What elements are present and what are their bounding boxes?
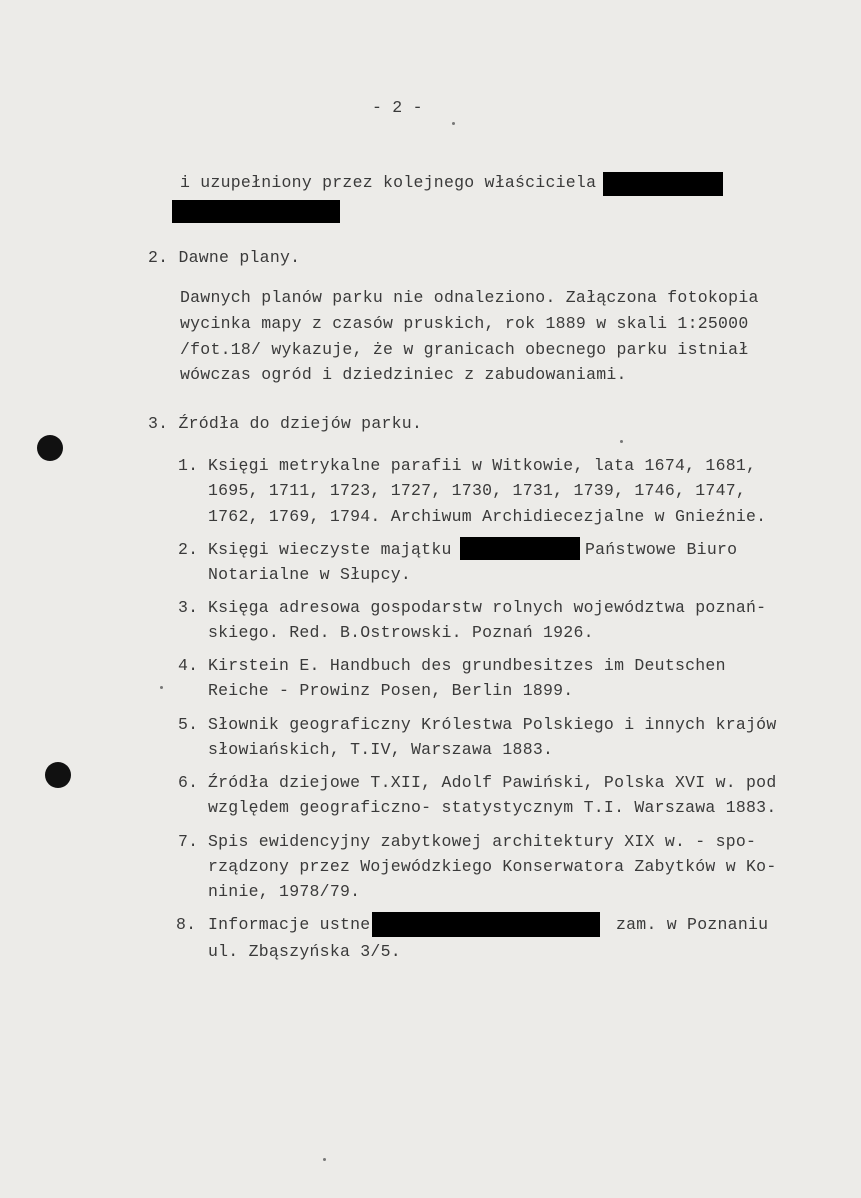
- item-line: Słownik geograficzny Królestwa Polskiego i innych krajów: [208, 715, 777, 734]
- item-number: 5.: [178, 715, 199, 734]
- section-2-heading: 2. Dawne plany.: [148, 248, 301, 267]
- item-number: 7.: [178, 832, 199, 851]
- item-number: 3.: [178, 598, 199, 617]
- item-line: Kirstein E. Handbuch des grundbesitzes im Deutschen: [208, 656, 726, 675]
- page-number: - 2 -: [372, 98, 423, 117]
- section-3-heading: 3. Źródła do dziejów parku.: [148, 414, 423, 433]
- intro-line: i uzupełniony przez kolejnego właściciela: [180, 173, 597, 192]
- item-line: Notarialne w Słupcy.: [208, 565, 412, 584]
- item-line: Reiche - Prowinz Posen, Berlin 1899.: [208, 681, 574, 700]
- item-number: 2.: [178, 540, 199, 559]
- speck: [620, 440, 623, 443]
- item-line: 1695, 1711, 1723, 1727, 1730, 1731, 1739, 1746, 1747,: [208, 481, 747, 500]
- item-number: 8.: [176, 915, 197, 934]
- item-line: Państwowe Biuro: [585, 540, 738, 559]
- punch-hole: [45, 762, 71, 788]
- punch-hole: [37, 435, 63, 461]
- item-line: 1762, 1769, 1794. Archiwum Archidiecezjalne w Gnieźnie.: [208, 507, 767, 526]
- item-line: rządzony przez Wojewódzkiego Konserwatora Zabytków w Ko-: [208, 857, 777, 876]
- item-line: Spis ewidencyjny zabytkowej architektury XIX w. - spo-: [208, 832, 757, 851]
- speck: [323, 1158, 326, 1161]
- item-line: względem geograficzno- statystycznym T.I. Warszawa 1883.: [208, 798, 777, 817]
- speck: [452, 122, 455, 125]
- redaction-block: [372, 912, 600, 937]
- item-line: Źródła dziejowe T.XII, Adolf Pawiński, Polska XVI w. pod: [208, 773, 777, 792]
- item-line: zam. w Poznaniu: [616, 915, 769, 934]
- paragraph-line: /fot.18/ wykazuje, że w granicach obecnego parku istniał: [180, 340, 749, 359]
- paragraph-line: Dawnych planów parku nie odnaleziono. Załączona fotokopia: [180, 288, 759, 307]
- redaction-block: [603, 172, 723, 196]
- item-line: Księgi wieczyste majątku: [208, 540, 452, 559]
- redaction-block: [172, 200, 340, 223]
- item-number: 4.: [178, 656, 199, 675]
- item-line: słowiańskich, T.IV, Warszawa 1883.: [208, 740, 554, 759]
- item-line: ul. Zbąszyńska 3/5.: [208, 942, 401, 961]
- redaction-block: [460, 537, 580, 560]
- item-line: Księgi metrykalne parafii w Witkowie, lata 1674, 1681,: [208, 456, 757, 475]
- item-line: Informacje ustne: [208, 915, 371, 934]
- item-number: 6.: [178, 773, 199, 792]
- item-line: Księga adresowa gospodarstw rolnych województwa poznań-: [208, 598, 767, 617]
- item-line: ninie, 1978/79.: [208, 882, 361, 901]
- paragraph-line: wycinka mapy z czasów pruskich, rok 1889 w skali 1:25000: [180, 314, 749, 333]
- paragraph-line: wówczas ogród i dziedziniec z zabudowaniami.: [180, 365, 627, 384]
- item-number: 1.: [178, 456, 199, 475]
- item-line: skiego. Red. B.Ostrowski. Poznań 1926.: [208, 623, 594, 642]
- speck: [160, 686, 163, 689]
